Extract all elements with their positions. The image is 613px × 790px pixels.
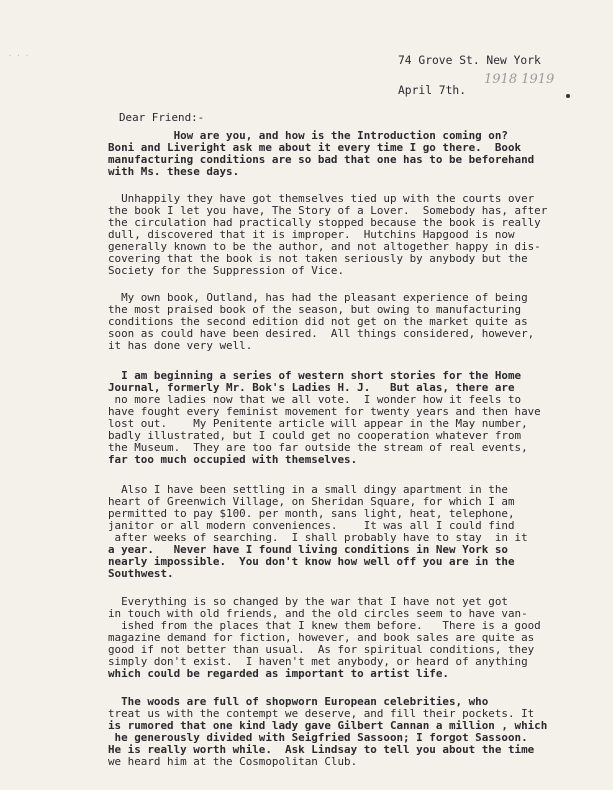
- letter-line: ished from the places that I knew them before. There is a good: [108, 619, 541, 632]
- letter-line: How are you, and how is the Introduction coming on?: [108, 129, 508, 142]
- letter-line: the Museum. They are too far outside the stream of real events,: [108, 441, 528, 454]
- letter-line: with Ms. these days.: [108, 165, 240, 178]
- letter-line: in touch with old friends, and the old circles seem to have van-: [108, 607, 528, 620]
- letter-line: Unhappily they have got themselves tied up with the courts over: [108, 192, 535, 205]
- letter-line: permitted to pay $100. per month, sans light, heat, telephone,: [108, 507, 515, 520]
- letter-line: the most praised book of the season, but owing to manufacturing: [108, 303, 522, 316]
- letter-line: heart of Greenwich Village, on Sheridan Square, for which I am: [108, 495, 515, 508]
- letter-line: Everything is so changed by the war that I have not yet got: [108, 595, 508, 608]
- letter-line: manufacturing conditions are so bad that one has to be beforehand: [108, 153, 535, 166]
- corner-pencil-mark: · · ·: [8, 52, 30, 60]
- letter-line: is rumored that one kind lady gave Gilbert Cannan a million , which: [108, 719, 548, 732]
- letter-line: we heard him at the Cosmopolitan Club.: [108, 755, 358, 768]
- letter-line: dull, discovered that it is improper. Hutchins Hapgood is now: [108, 228, 515, 241]
- letter-line: soon as could have been desired. All things considered, however,: [108, 327, 535, 340]
- letter-line: no more ladies now that we all vote. I wonder how it feels to: [108, 393, 522, 406]
- letter-line: Journal, formerly Mr. Bok's Ladies H. J. But alas, there are: [108, 381, 515, 394]
- letter-line: a year. Never have I found living conditions in New York so: [108, 543, 508, 556]
- letter-line: magazine demand for fiction, however, and book sales are quite as: [108, 631, 535, 644]
- letter-line: the book I let you have, The Story of a Lover. Somebody has, after: [108, 204, 548, 217]
- letter-line: I am beginning a series of western short stories for the Home: [108, 369, 522, 382]
- letter-line: he generously divided with Seigfried Sassoon; I forgot Sassoon.: [108, 731, 528, 744]
- letter-line: lost out. My Penitente article will appear in the May number,: [108, 417, 528, 430]
- letter-line: covering that the book is not taken seriously by anybody but the: [108, 252, 528, 265]
- letter-line: conditions the second edition did not get on the market quite as: [108, 315, 528, 328]
- letter-line: My own book, Outland, has had the pleasant experience of being: [108, 291, 528, 304]
- letter-line: the circulation had practically stopped because the book is really: [108, 216, 541, 229]
- letter-line: badly illustrated, but I could get no cooperation whatever from: [108, 429, 522, 442]
- letter-line: janitor or all modern conveniences. It was all I could find: [108, 519, 515, 532]
- sender-address: 74 Grove St. New York: [398, 54, 541, 67]
- letter-line: simply don't exist. I haven't met anybody, or heard of anything: [108, 655, 528, 668]
- salutation: Dear Friend:-: [119, 111, 205, 124]
- letter-line: which could be regarded as important to artist life.: [108, 667, 449, 680]
- letter-line: Boni and Liveright ask me about it every time I go there. Book: [108, 141, 522, 154]
- letter-line: Society for the Suppression of Vice.: [108, 264, 345, 277]
- ink-dot: [566, 94, 570, 98]
- letter-line: it has done very well.: [108, 339, 253, 352]
- letter-line: nearly impossible. You don't know how well off you are in the: [108, 555, 515, 568]
- letter-line: The woods are full of shopworn European celebrities, who: [108, 695, 489, 708]
- letter-line: Also I have been settling in a small dingy apartment in the: [108, 483, 508, 496]
- letter-line: after weeks of searching. I shall probably have to stay in it: [108, 531, 528, 544]
- pencil-year-note: 1918 1919: [484, 72, 555, 87]
- letter-line: Southwest.: [108, 567, 174, 580]
- letter-line: have fought every feminist movement for twenty years and then have: [108, 405, 541, 418]
- letter-date: April 7th.: [398, 84, 467, 97]
- letter-line: good if not better than usual. As for spiritual conditions, they: [108, 643, 535, 656]
- letter-line: generally known to be the author, and not altogether happy in dis-: [108, 240, 541, 253]
- letter-line: treat us with the contempt we deserve, and fill their pockets. It: [108, 707, 535, 720]
- letter-line: far too much occupied with themselves.: [108, 453, 358, 466]
- letter-line: He is really worth while. Ask Lindsay to tell you about the time: [108, 743, 535, 756]
